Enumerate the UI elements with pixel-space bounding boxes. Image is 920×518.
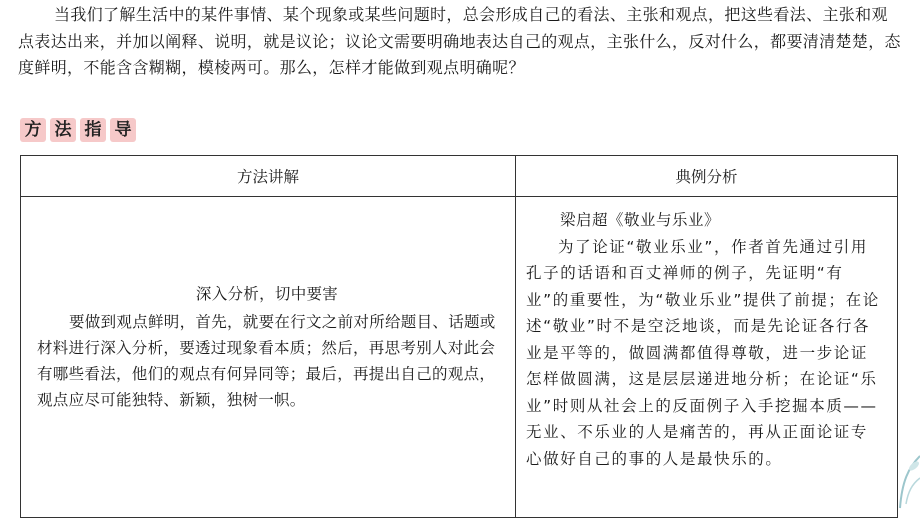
tag-char: 方 [20,118,46,142]
example-cell [516,197,898,518]
method-cell [21,197,516,518]
intro-paragraph [18,2,902,82]
intro-text: 当我们了解生活中的某件事情、某个现象或某些问题时，总会形成自己的看法、主张和观点，把这些看法、主张和观点表达出来，并加以阐释、说明，就是议论；议论文需要明确地表达自己的观点，主张什么，反对什么，都要清清楚楚，态度鲜明，不能含含糊糊，模棱两可。那么，怎样才能做到观点明确呢？ [18,5,901,77]
method-table [20,155,898,518]
tag-char: 法 [50,118,76,142]
section-tag-method-guide [20,118,136,142]
leaf-decoration-icon [890,448,920,518]
method-body: 要做到观点鲜明，首先，就要在行文之前对所给题目、话题或材料进行深入分析，要透过现象看本质；然后，再思考别人对此会有哪些看法，他们的观点有何异同等；最后，再提出自己的观点，观点应尽可能独特、新颖，独树一帜。 [37,313,496,409]
tag-char: 导 [110,118,136,142]
example-subtitle: 梁启超《敬业与乐业》 [560,211,721,229]
header-method-explanation: 方法讲解 [21,156,516,197]
table-row [21,197,898,518]
method-subtitle: 深入分析，切中要害 [195,285,339,303]
example-body: 为了论证“敬业乐业”，作者首先通过引用孔子的话语和百丈禅师的例子，先证明“有业”的重要性，为“敬业乐业”提供了前提；在论述“敬业”时不是空泛地谈，而是先论证各行各业是平等的，做圆满都值得尊敬，进一步论证怎样做圆满，这是层层递进地分析；在论证“乐业”时则从社会上的反面例子入手挖掘本质——无业、不乐业的人是痛苦的，再从正面论证专心做好自己的事的人是最快乐的。 [526,237,880,468]
table-header-row [21,156,898,197]
tag-char: 指 [80,118,106,142]
example-paragraph [526,234,885,473]
header-example-analysis: 典例分析 [516,156,898,197]
method-paragraph [37,309,497,413]
